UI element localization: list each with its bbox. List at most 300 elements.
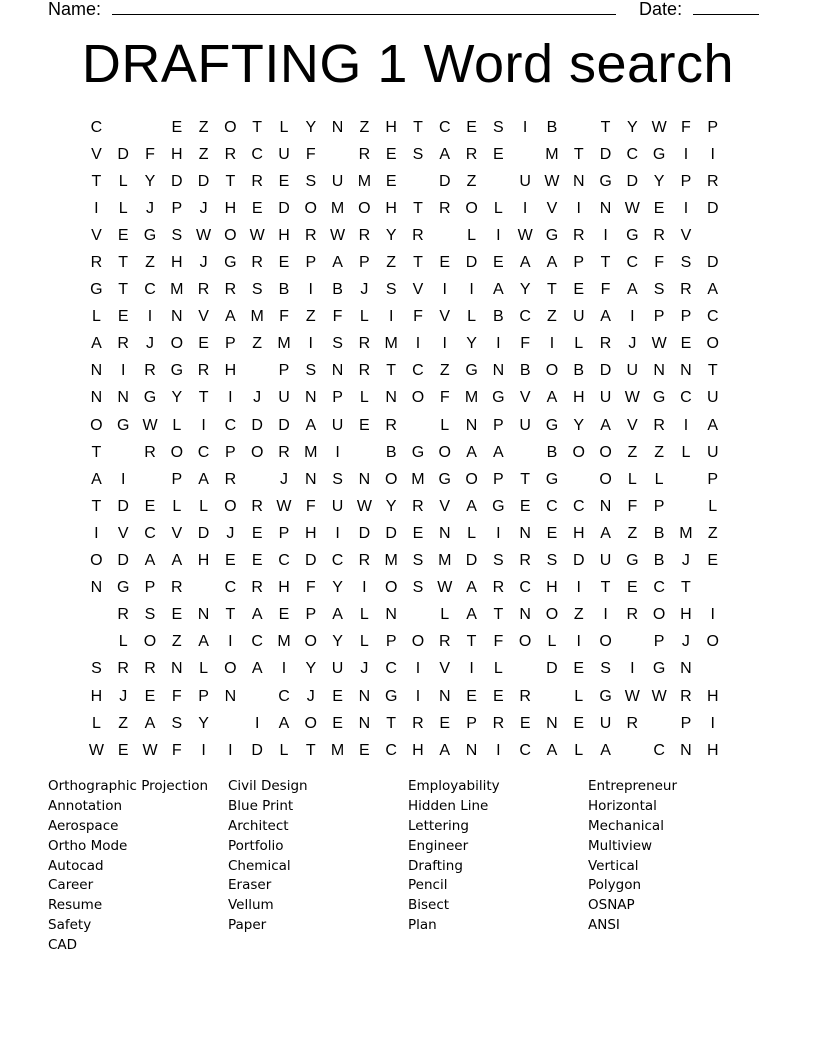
grid-cell: I — [710, 606, 715, 624]
grid-cell: M — [330, 741, 345, 759]
grid-cell: T — [600, 579, 611, 597]
grid-cell: A — [600, 416, 611, 434]
grid-cell — [405, 168, 432, 195]
grid-cell: E — [573, 281, 585, 299]
grid-cell: V — [412, 281, 424, 299]
grid-cell: G — [492, 389, 505, 407]
grid-cell: E — [493, 145, 504, 163]
grid-cell: E — [171, 606, 183, 624]
grid-cell: E — [573, 714, 585, 732]
grid-cell: I — [120, 470, 126, 488]
grid-cell: T — [91, 497, 102, 515]
grid-cell: I — [254, 714, 260, 732]
grid-cell: P — [680, 172, 692, 190]
header — [48, 0, 748, 20]
grid-cell: O — [438, 443, 451, 461]
grid-cell: A — [519, 254, 531, 272]
grid-cell: N — [680, 741, 692, 759]
grid-cell: H — [546, 579, 558, 597]
grid-cell: E — [519, 497, 531, 515]
grid-cell: A — [198, 633, 209, 651]
grid-cell: R — [519, 687, 531, 705]
grid-cell: F — [600, 281, 611, 299]
grid-cell: C — [412, 362, 424, 380]
grid-cell: T — [707, 362, 718, 380]
grid-cell: A — [91, 335, 102, 353]
grid-cell: U — [572, 308, 585, 326]
grid-cell: Y — [519, 281, 531, 299]
grid-cell: D — [706, 199, 719, 217]
grid-cell: E — [198, 335, 209, 353]
grid-cell: G — [170, 362, 184, 380]
grid-cell: C — [680, 389, 692, 407]
grid-cell: N — [385, 606, 397, 624]
grid-cell: Y — [332, 633, 343, 651]
grid-cell: Z — [171, 633, 182, 651]
grid-cell: O — [90, 416, 103, 434]
grid-cell — [137, 466, 164, 493]
grid-cell: N — [572, 172, 585, 190]
grid-cell — [244, 466, 271, 493]
grid-cell: C — [197, 443, 210, 461]
grid-cell: O — [304, 199, 317, 217]
grid-cell: O — [411, 633, 425, 651]
grid-cell: P — [198, 687, 209, 705]
word-item: Vertical — [588, 857, 639, 874]
grid-cell — [244, 683, 271, 710]
grid-cell: R — [599, 335, 612, 353]
grid-cell: W — [249, 226, 265, 244]
grid-cell: J — [226, 524, 235, 542]
grid-cell: L — [279, 741, 289, 759]
grid-cell: N — [465, 416, 478, 434]
grid-cell: P — [305, 254, 317, 272]
grid-cell: L — [172, 497, 182, 515]
grid-cell: S — [332, 335, 343, 353]
grid-cell: T — [305, 741, 316, 759]
grid-cell: A — [600, 741, 611, 759]
grid-cell: B — [573, 362, 585, 380]
grid-cell: E — [493, 254, 504, 272]
word-item: Safety — [48, 917, 92, 934]
grid-cell: C — [278, 552, 290, 570]
grid-cell: J — [279, 470, 288, 488]
grid-cell: Z — [547, 308, 557, 326]
word-item: Career — [48, 877, 94, 894]
grid-cell: C — [438, 118, 451, 136]
grid-cell: A — [171, 552, 183, 570]
grid-cell: V — [91, 226, 102, 244]
grid-cell: D — [546, 660, 558, 678]
grid-cell: A — [466, 497, 477, 515]
grid-cell: I — [147, 308, 153, 326]
grid-cell: A — [627, 281, 638, 299]
grid-cell: A — [466, 443, 477, 461]
grid-cell: F — [439, 389, 450, 407]
date-label: Date: — [639, 0, 683, 19]
grid-cell: G — [384, 687, 398, 705]
grid-cell: M — [384, 335, 398, 353]
grid-cell: V — [171, 524, 183, 542]
grid-cell: I — [496, 524, 501, 542]
grid-cell: P — [493, 416, 504, 434]
grid-cell: C — [144, 281, 156, 299]
grid-cell — [324, 141, 351, 168]
word-item: Horizontal — [588, 797, 657, 814]
grid-cell: H — [278, 579, 290, 597]
grid-cell: A — [198, 470, 209, 488]
grid-cell: S — [305, 362, 317, 380]
grid-cell: W — [142, 741, 158, 759]
grid-cell: B — [653, 552, 665, 570]
grid-cell: L — [493, 660, 503, 678]
grid-cell: L — [91, 714, 101, 732]
grid-cell: D — [278, 199, 290, 217]
word-item: Employability — [408, 778, 500, 794]
word-item: Resume — [48, 897, 103, 914]
date-field[interactable] — [693, 0, 759, 15]
grid-cell: L — [574, 687, 584, 705]
grid-cell — [83, 602, 110, 629]
grid-cell: E — [385, 145, 397, 163]
word-item: Portfolio — [228, 837, 284, 854]
grid-cell: E — [359, 416, 370, 434]
grid-cell: T — [493, 606, 504, 624]
grid-cell: M — [545, 145, 559, 163]
grid-cell — [673, 493, 700, 520]
grid-cell — [190, 575, 217, 602]
grid-cell: E — [225, 552, 236, 570]
grid-cell: H — [680, 606, 692, 624]
grid-cell: D — [385, 524, 397, 542]
grid-cell: L — [118, 172, 128, 190]
grid-cell: D — [626, 172, 639, 190]
grid-cell: E — [385, 172, 397, 190]
grid-cell: R — [224, 281, 237, 299]
grid-cell: W — [276, 497, 292, 515]
grid-cell: N — [519, 606, 531, 624]
grid-cell: O — [706, 633, 719, 651]
grid-cell: N — [680, 660, 692, 678]
word-item: Engineer — [408, 837, 469, 854]
grid-cell: A — [493, 281, 504, 299]
grid-cell: U — [278, 389, 290, 407]
grid-cell: S — [493, 118, 504, 136]
grid-cell: N — [90, 389, 103, 407]
grid-cell: I — [603, 226, 608, 244]
grid-cell: T — [386, 714, 397, 732]
grid-cell: T — [413, 254, 423, 272]
grid-cell: G — [652, 389, 666, 407]
word-item: Blue Print — [228, 797, 294, 814]
grid-cell: R — [706, 172, 719, 190]
grid-cell: I — [710, 714, 715, 732]
grid-cell: C — [626, 145, 639, 163]
grid-cell: N — [438, 524, 451, 542]
grid-cell: E — [117, 226, 129, 244]
grid-cell — [646, 710, 673, 737]
grid-cell: I — [415, 335, 421, 353]
grid-cell — [110, 439, 137, 466]
grid-cell: E — [573, 660, 585, 678]
grid-cell: Y — [305, 118, 317, 136]
grid-cell: S — [332, 470, 343, 488]
grid-cell: R — [171, 579, 183, 597]
grid-cell: I — [710, 145, 715, 163]
grid-cell: R — [680, 687, 692, 705]
grid-cell: P — [573, 254, 585, 272]
grid-cell: I — [228, 741, 233, 759]
grid-cell — [244, 358, 271, 385]
grid-cell: R — [412, 497, 424, 515]
grid-cell: T — [573, 145, 584, 163]
grid-cell: L — [359, 308, 369, 326]
page-title: DRAFTING 1 Word search — [81, 34, 735, 94]
grid-cell: T — [118, 281, 129, 299]
grid-cell: H — [171, 254, 183, 272]
grid-cell: A — [707, 281, 719, 299]
grid-cell: H — [412, 741, 424, 759]
grid-cell: S — [144, 606, 156, 624]
grid-cell: D — [197, 524, 210, 542]
grid-cell: F — [654, 254, 665, 272]
grid-cell: N — [385, 389, 397, 407]
grid-cell: I — [388, 308, 394, 326]
grid-cell: O — [304, 633, 317, 651]
grid-cell: V — [546, 199, 558, 217]
grid-cell: O — [599, 470, 612, 488]
grid-cell: E — [251, 199, 263, 217]
grid-cell: R — [251, 579, 263, 597]
grid-cell: O — [599, 443, 612, 461]
grid-cell: A — [707, 416, 719, 434]
grid-cell: R — [251, 172, 263, 190]
grid-cell: R — [653, 416, 665, 434]
grid-cell: T — [252, 118, 263, 136]
grid-cell: V — [627, 416, 638, 434]
grid-cell: E — [117, 741, 129, 759]
grid-cell: Z — [305, 308, 316, 326]
grid-cell: L — [574, 741, 584, 759]
grid-cell: E — [359, 741, 370, 759]
grid-cell: F — [520, 335, 531, 353]
grid-cell: R — [251, 254, 263, 272]
grid-cell: W — [624, 687, 640, 705]
grid-cell: O — [170, 443, 184, 461]
grid-cell: P — [653, 497, 665, 515]
grid-cell: V — [439, 497, 451, 515]
grid-cell: W — [651, 118, 667, 136]
grid-cell: C — [251, 633, 263, 651]
grid-cell: R — [519, 552, 531, 570]
grid-cell: D — [251, 416, 263, 434]
grid-cell: A — [251, 606, 263, 624]
grid-cell: I — [576, 199, 581, 217]
grid-cell: A — [332, 606, 343, 624]
grid-cell: A — [546, 389, 558, 407]
grid-cell: I — [576, 579, 581, 597]
grid-cell: M — [304, 443, 318, 461]
grid-cell: L — [654, 470, 664, 488]
grid-cell: Y — [385, 226, 397, 244]
word-item: Vellum — [228, 897, 274, 914]
grid-cell: V — [680, 226, 692, 244]
grid-cell: Y — [198, 714, 209, 732]
grid-cell: S — [412, 579, 424, 597]
grid-cell: G — [626, 226, 639, 244]
grid-cell: C — [224, 579, 237, 597]
grid-cell: H — [197, 552, 210, 570]
grid-cell — [351, 439, 378, 466]
grid-cell — [619, 629, 646, 656]
grid-cell: G — [492, 497, 505, 515]
grid-cell: G — [545, 226, 559, 244]
grid-cell: L — [627, 470, 637, 488]
grid-cell: N — [492, 362, 505, 380]
grid-cell: R — [626, 714, 639, 732]
grid-cell: I — [630, 308, 635, 326]
grid-cell: W — [517, 226, 533, 244]
grid-cell: T — [600, 118, 611, 136]
grid-cell: Z — [252, 335, 263, 353]
grid-cell: C — [385, 660, 397, 678]
grid-cell: Z — [439, 362, 450, 380]
grid-cell: O — [170, 335, 184, 353]
grid-cell: G — [652, 660, 666, 678]
grid-cell: C — [546, 497, 558, 515]
grid-cell: M — [250, 308, 264, 326]
grid-cell: I — [362, 579, 367, 597]
grid-cell: O — [384, 579, 398, 597]
grid-cell: L — [91, 308, 101, 326]
grid-cell: G — [143, 389, 157, 407]
grid-cell: W — [330, 226, 346, 244]
grid-cell: N — [171, 308, 183, 326]
word-column — [408, 777, 588, 956]
grid-cell: N — [331, 362, 344, 380]
grid-cell: P — [359, 254, 370, 272]
grid-cell: W — [651, 687, 667, 705]
grid-cell: R — [358, 552, 371, 570]
grid-cell: N — [358, 687, 371, 705]
grid-cell: G — [143, 226, 157, 244]
grid-cell: I — [120, 362, 126, 380]
grid-cell: R — [117, 606, 129, 624]
grid-cell: B — [278, 281, 290, 299]
word-item: Annotation — [48, 797, 123, 814]
word-item: ANSI — [588, 917, 620, 934]
word-item: Multiview — [588, 837, 653, 854]
grid-cell: H — [304, 524, 317, 542]
grid-cell: R — [653, 226, 665, 244]
grid-cell: U — [599, 714, 612, 732]
grid-cell: G — [599, 172, 612, 190]
grid-cell: E — [493, 687, 504, 705]
grid-cell: D — [599, 145, 612, 163]
grid-cell: A — [600, 524, 611, 542]
grid-cell: O — [652, 606, 666, 624]
grid-cell: L — [547, 633, 557, 651]
grid-cell: N — [438, 687, 451, 705]
name-field[interactable] — [112, 0, 616, 15]
grid-cell: Y — [653, 172, 665, 190]
grid-cell: O — [518, 633, 532, 651]
grid-cell: V — [439, 660, 451, 678]
grid-cell: O — [224, 226, 237, 244]
word-item: Aerospace — [48, 817, 119, 834]
grid-cell: R — [224, 470, 237, 488]
grid-cell: N — [358, 714, 371, 732]
grid-cell: G — [465, 362, 478, 380]
grid-cell: F — [279, 308, 289, 326]
grid-cell: F — [171, 741, 182, 759]
grid-cell: J — [199, 199, 208, 217]
grid-cell: Z — [386, 254, 397, 272]
grid-cell: J — [253, 389, 262, 407]
grid-cell: P — [707, 470, 719, 488]
grid-cell: O — [304, 714, 317, 732]
grid-cell: I — [228, 633, 233, 651]
grid-cell: T — [547, 281, 557, 299]
grid-cell: Z — [198, 145, 209, 163]
grid-cell: U — [331, 497, 344, 515]
grid-cell: S — [546, 552, 558, 570]
grid-cell: G — [545, 470, 559, 488]
grid-cell: H — [278, 226, 290, 244]
grid-cell: W — [651, 335, 667, 353]
grid-cell: M — [679, 524, 693, 542]
grid-cell: I — [522, 118, 528, 136]
grid-cell: J — [360, 660, 369, 678]
grid-cell: E — [653, 199, 665, 217]
grid-cell: Y — [144, 172, 156, 190]
grid-cell: I — [281, 660, 287, 678]
grid-cell: G — [438, 470, 451, 488]
grid-cell: F — [681, 118, 691, 136]
grid-cell: R — [492, 714, 505, 732]
grid-cell: I — [335, 524, 340, 542]
grid-cell: L — [172, 416, 182, 434]
grid-cell: R — [278, 443, 290, 461]
grid-cell: R — [438, 199, 451, 217]
grid-cell: F — [305, 145, 316, 163]
grid-cell: L — [279, 118, 289, 136]
grid-cell: C — [251, 145, 263, 163]
grid-cell: E — [144, 497, 156, 515]
grid-cell: L — [118, 633, 128, 651]
grid-cell: C — [90, 118, 103, 136]
grid-cell: H — [572, 524, 585, 542]
grid-cell: G — [599, 687, 612, 705]
grid-cell: I — [469, 660, 474, 678]
grid-cell: S — [412, 552, 424, 570]
grid-cell: A — [144, 552, 156, 570]
grid-cell: G — [411, 443, 425, 461]
word-item: Architect — [228, 817, 289, 834]
grid-cell: F — [171, 687, 182, 705]
grid-cell: F — [413, 308, 423, 326]
grid-cell: N — [519, 524, 531, 542]
grid-cell: U — [599, 552, 612, 570]
grid-cell — [110, 114, 137, 141]
grid-cell: P — [278, 524, 290, 542]
grid-cell: E — [251, 552, 263, 570]
word-item: CAD — [48, 937, 78, 954]
grid-cell: W — [544, 172, 560, 190]
grid-cell: O — [250, 443, 264, 461]
grid-cell: I — [683, 145, 689, 163]
grid-cell: D — [572, 552, 585, 570]
